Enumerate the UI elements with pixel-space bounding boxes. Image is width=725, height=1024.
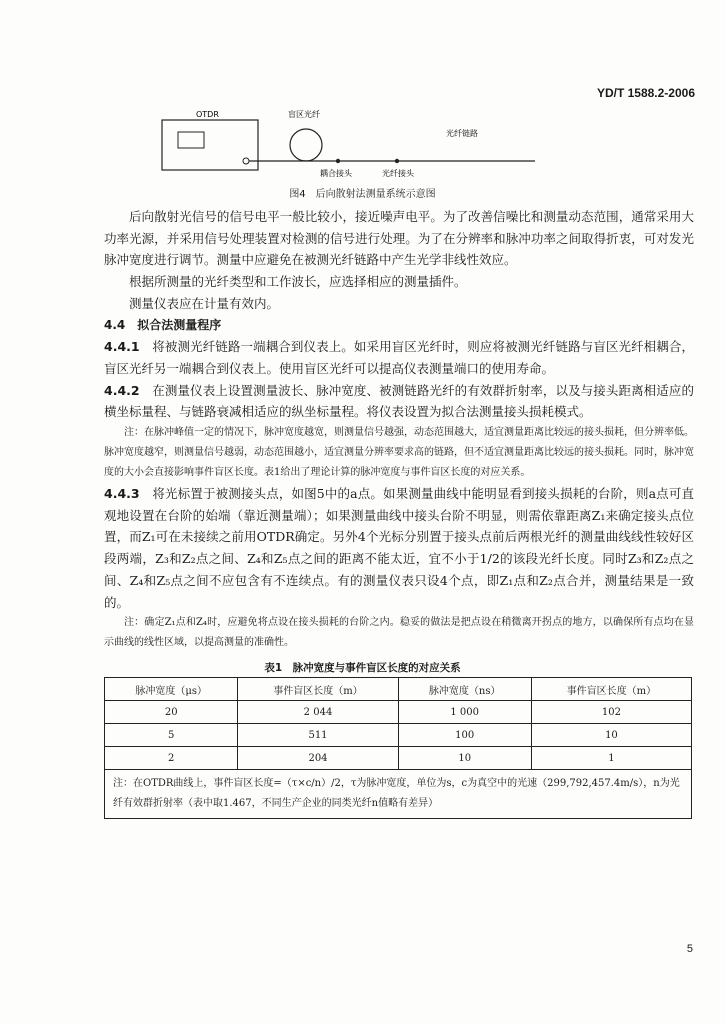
paragraph-calibration: 测量仪表应在计量有效内。: [129, 295, 280, 311]
table-cell: 100: [398, 724, 531, 747]
page-number: 5: [686, 943, 693, 955]
clause-4-4-2: [104, 380, 694, 423]
otdr-port: [243, 158, 249, 164]
table-note-row: [105, 770, 692, 819]
table-header-cell: 脉冲宽度（μs）: [105, 678, 238, 701]
paragraph-backscatter-signal: 后向散射光信号的信号电平一般比较小，接近噪声电平。为了改善信噪比和测量动态范围，通常采用大功率光源，并采用信号处理装置对检测的信号进行处理。为了在分辨率和脉冲功率之间取得折衷，可对发光脉冲宽度进行调节。测量中应避免在被测光纤链路中产生光学非线性效应。: [104, 209, 694, 268]
diagram-svg: [160, 108, 540, 188]
paragraph-plugin-selection: 根据所测量的光纤类型和工作波长，应选择相应的测量插件。: [129, 274, 467, 290]
clause-text: 将被测光纤链路一端耦合到仪表上。如采用盲区光纤时，则应将被测光纤链路与盲区光纤相耦合，盲区光纤另一端耦合到仪表上。使用盲区光纤可以提高仪表测量端口的使用寿命。: [104, 339, 694, 376]
table-header-cell: 脉冲宽度（ns）: [398, 678, 531, 701]
coupling-joint-dot: [336, 159, 340, 163]
clause-text: 将光标置于被测接头点，如图5中的a点。如果测量曲线中能明显看到接头损耗的台阶，则a点可直观地设置在台阶的始端（靠近测量端）；如果测量曲线中接头台阶不明显，则需依靠距离Z₁来确定接头点位置，而Z₁可在未接续之前用OTDR确定。另外4个光标分别置于接头点前后两根光纤的测量曲线线性较好区段两端，Z₃和Z₂点之间、Z₄和Z₅点之间的距离不能太近，宜不小于1/2的该段光纤长度。同时Z₃和Z₂点之间、Z₄和Z₅点之间不应包含有不连续点。有的测量仪表只设4个点，即Z₁点和Z₂点合并，测量结果是一致的。: [104, 486, 694, 610]
pulse-width-table: [104, 677, 692, 819]
table-cell: 2 044: [238, 701, 398, 724]
table-row: [105, 747, 692, 770]
clause-number: 4.4.1: [104, 339, 140, 355]
table-cell: 1: [531, 747, 691, 770]
table-header-cell: 事件盲区长度（m）: [531, 678, 691, 701]
blind-fiber-coil: [290, 129, 322, 161]
clause-number: 4.4.2: [104, 382, 140, 398]
table-title: 表1 脉冲宽度与事件盲区长度的对应关系: [264, 662, 461, 674]
table-cell: 2: [105, 747, 238, 770]
clause-4-4-1: [104, 336, 694, 379]
table-cell: 5: [105, 724, 238, 747]
table-cell: 10: [398, 747, 531, 770]
section-title: 拟合法测量程序: [137, 317, 222, 332]
table-cell: 1 000: [398, 701, 531, 724]
table-header-cell: 事件盲区长度（m）: [238, 678, 398, 701]
table-cell: 102: [531, 701, 691, 724]
body-text: [104, 206, 694, 653]
fiber-joint-label: 光纤接头: [382, 169, 414, 178]
clause-text: 在测量仪表上设置测量波长、脉冲宽度、被测链路光纤的有效群折射率，以及与接头距离相适应的横坐标量程、与链路衰减相适应的纵坐标量程。将仪表设置为拟合法测量接头损耗模式。: [104, 382, 694, 420]
section-heading-4-4: [104, 315, 694, 337]
table-cell: 20: [105, 701, 238, 724]
figure-caption: 图4 后向散射法测量系统示意图: [289, 189, 436, 200]
otdr-system-diagram: [160, 108, 540, 188]
document-code: YD/T 1588.2-2006: [596, 86, 695, 100]
table-note: 注：在OTDR曲线上，事件盲区长度=（τ×c/n）/2，τ为脉冲宽度，单位为s，c为真空中的光速（299,792,457.4m/s），n为光纤有效群折射率（表中取1.467，不同生产企业的同类光纤n值略有差异）: [105, 770, 692, 819]
note-pulse-width: 注：在脉冲峰值一定的情况下，脉冲宽度越宽，则测量信号越强，动态范围越大，适宜测量距离比较远的接头损耗，但分辨率低。脉冲宽度越窄，则测量信号越弱，动态范围越小，适宜测量分辨率要求高的链路，但不适宜测量距离比较远的接头损耗。同时，脉冲宽度的大小会直接影响事件盲区长度。表1给出了理论计算的脉冲宽度与事件盲区长度的对应关系。: [104, 427, 694, 479]
otdr-display: [178, 132, 204, 148]
otdr-label: OTDR: [196, 110, 219, 119]
note-cursor-placement: 注：确定Z₁点和Z₄时，应避免将点设在接头损耗的台阶之内。稳妥的做法是把点设在稍微离开拐点的地方，以确保所有点均在显示曲线的线性区域，以提高测量的准确性。: [104, 617, 694, 649]
coupling-joint-label: 耦合接头: [320, 169, 352, 178]
section-number: 4.4: [104, 317, 126, 332]
fiber-link-label: 光纤链路: [446, 129, 478, 138]
fiber-joint-dot: [395, 159, 399, 163]
table-cell: 511: [238, 724, 398, 747]
table-header-row: [105, 678, 692, 701]
table-cell: 204: [238, 747, 398, 770]
clause-number: 4.4.3: [104, 486, 140, 502]
clause-4-4-3: [104, 483, 694, 613]
table-row: [105, 701, 692, 724]
blind-fiber-label: 盲区光纤: [288, 110, 320, 119]
table-cell: 10: [531, 724, 691, 747]
table-row: [105, 724, 692, 747]
